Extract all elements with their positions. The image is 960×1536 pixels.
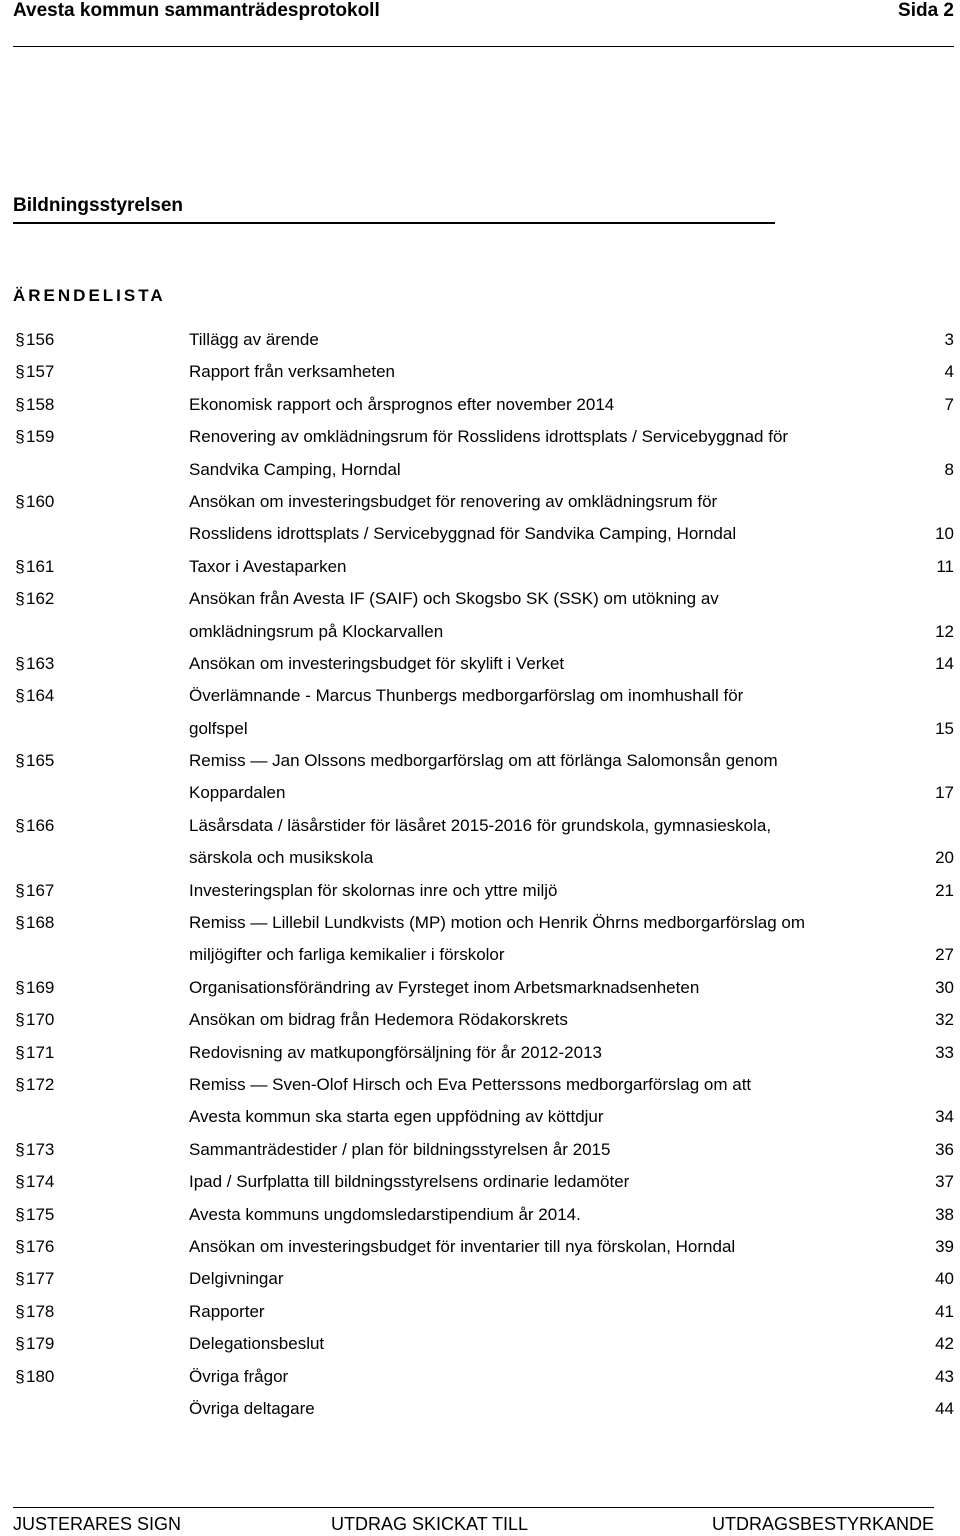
agenda-list xyxy=(13,324,954,1425)
paragraph-sign: § xyxy=(15,880,25,900)
list-title: ÄRENDELISTA xyxy=(13,286,166,305)
agenda-item xyxy=(13,1199,954,1231)
agenda-item xyxy=(13,680,954,712)
paragraph-sign: § xyxy=(15,362,25,382)
item-page: 7 xyxy=(944,394,954,414)
item-page: 39 xyxy=(935,1236,954,1256)
item-title: golfspel xyxy=(189,718,248,738)
paragraph-sign: § xyxy=(15,1269,25,1289)
item-number: 173 xyxy=(26,1139,55,1159)
item-title: Redovisning av matkupongförsäljning för år 2012-2013 xyxy=(189,1042,602,1062)
item-page: 38 xyxy=(935,1204,954,1224)
agenda-item xyxy=(13,1231,954,1263)
agenda-item xyxy=(13,1296,954,1328)
item-title: Ansökan från Avesta IF (SAIF) och Skogsbo SK (SSK) om utökning av xyxy=(189,589,719,609)
agenda-item xyxy=(13,875,954,907)
agenda-item xyxy=(13,389,954,421)
paragraph-sign: § xyxy=(15,1301,25,1321)
item-number: 179 xyxy=(26,1334,55,1354)
item-title: omklädningsrum på Klockarvallen xyxy=(189,621,444,641)
agenda-item xyxy=(13,1037,954,1069)
paragraph-sign: § xyxy=(15,1204,25,1224)
item-page: 43 xyxy=(935,1366,954,1386)
paragraph-sign: § xyxy=(15,751,25,771)
item-number: 172 xyxy=(26,1074,55,1094)
item-title: Remiss — Jan Olssons medborgarförslag om att förlänga Salomonsån genom xyxy=(189,751,778,771)
agenda-item xyxy=(13,1004,954,1036)
paragraph-sign: § xyxy=(15,394,25,414)
paragraph-sign: § xyxy=(15,1042,25,1062)
agenda-item xyxy=(13,583,954,615)
item-number: 170 xyxy=(26,1010,55,1030)
item-page: 3 xyxy=(944,330,954,349)
item-page: 37 xyxy=(935,1172,954,1192)
item-title: Tillägg av ärende xyxy=(189,330,319,349)
item-page: 30 xyxy=(935,977,954,997)
item-page: 42 xyxy=(935,1334,954,1354)
item-number: 167 xyxy=(26,880,55,900)
item-number: 164 xyxy=(26,686,55,706)
paragraph-sign: § xyxy=(15,1366,25,1386)
item-page: 36 xyxy=(935,1139,954,1159)
agenda-item xyxy=(13,648,954,680)
agenda-item-continuation xyxy=(13,454,954,486)
item-number: 162 xyxy=(26,589,55,609)
item-title: Ansökan om investeringsbudget för inventarier till nya förskolan, Horndal xyxy=(189,1236,736,1256)
item-page: 21 xyxy=(935,880,954,900)
item-title: Renovering av omklädningsrum för Rosslidens idrottsplats / Servicebyggnad för xyxy=(189,427,789,447)
agenda-item xyxy=(13,1393,954,1425)
paragraph-sign: § xyxy=(15,653,25,673)
agenda-item-continuation xyxy=(13,1101,954,1133)
agenda-item-continuation xyxy=(13,616,954,648)
item-page: 44 xyxy=(935,1398,954,1418)
item-number: 166 xyxy=(26,815,55,835)
paragraph-sign: § xyxy=(15,556,25,576)
document-title: Avesta kommun sammanträdesprotokoll xyxy=(13,0,380,21)
item-page: 4 xyxy=(944,362,954,382)
agenda-item-continuation xyxy=(13,842,954,874)
item-page: 32 xyxy=(935,1010,954,1030)
item-title: Taxor i Avestaparken xyxy=(189,556,347,576)
item-title: Rapporter xyxy=(189,1301,265,1321)
item-title: Övriga frågor xyxy=(189,1366,289,1386)
agenda-item xyxy=(13,421,954,453)
item-title: Läsårsdata / läsårstider för läsåret 2015-2016 för grundskola, gymnasieskola, xyxy=(189,815,772,835)
item-title: Rosslidens idrottsplats / Servicebyggnad för Sandvika Camping, Horndal xyxy=(189,524,737,544)
item-page: 10 xyxy=(935,524,954,544)
item-page: 41 xyxy=(935,1301,954,1321)
item-title: Ansökan om investeringsbudget för skylift i Verket xyxy=(189,653,565,673)
item-number: 174 xyxy=(26,1172,55,1192)
agenda-item xyxy=(13,972,954,1004)
footer-justerares-sign: JUSTERARES SIGN xyxy=(13,1514,182,1534)
page-header xyxy=(13,0,954,47)
agenda-item-continuation xyxy=(13,713,954,745)
paragraph-sign: § xyxy=(15,1010,25,1030)
agenda-item xyxy=(13,324,954,356)
item-title: Organisationsförändring av Fyrsteget inom Arbetsmarknadsenheten xyxy=(189,977,700,997)
item-number: 178 xyxy=(26,1301,55,1321)
paragraph-sign: § xyxy=(15,1236,25,1256)
item-title: Avesta kommuns ungdomsledarstipendium år 2014. xyxy=(189,1204,581,1224)
item-title: Ipad / Surfplatta till bildningsstyrelsens ordinarie ledamöter xyxy=(189,1172,630,1192)
item-title: Ansökan om investeringsbudget för renovering av omklädningsrum för xyxy=(189,491,718,511)
item-number: 163 xyxy=(26,653,55,673)
item-page: 17 xyxy=(935,783,954,803)
item-title: Överlämnande - Marcus Thunbergs medborgarförslag om inomhushall för xyxy=(189,686,744,706)
item-number: 158 xyxy=(26,394,55,414)
page-footer xyxy=(13,1507,934,1536)
item-number: 157 xyxy=(26,362,55,382)
item-title: Avesta kommun ska starta egen uppfödning av köttdjur xyxy=(189,1107,604,1127)
item-page: 14 xyxy=(935,653,954,673)
item-title: miljögifter och farliga kemikalier i förskolor xyxy=(189,945,505,965)
item-title: Sandvika Camping, Horndal xyxy=(189,459,401,479)
agenda-item xyxy=(13,1263,954,1295)
paragraph-sign: § xyxy=(15,491,25,511)
item-page: 20 xyxy=(935,848,954,868)
item-page: 11 xyxy=(936,556,954,576)
item-title: Delgivningar xyxy=(189,1269,284,1289)
agenda-item xyxy=(13,745,954,777)
item-number: 160 xyxy=(26,491,55,511)
paragraph-sign: § xyxy=(15,1334,25,1354)
agenda-item xyxy=(13,1361,954,1393)
item-title: Remiss — Sven-Olof Hirsch och Eva Petterssons medborgarförslag om att xyxy=(189,1074,752,1094)
item-title: Övriga deltagare xyxy=(189,1398,315,1418)
paragraph-sign: § xyxy=(15,815,25,835)
paragraph-sign: § xyxy=(15,913,25,933)
agenda-item xyxy=(13,907,954,939)
item-number: 161 xyxy=(26,556,55,576)
item-title: Investeringsplan för skolornas inre och yttre miljö xyxy=(189,880,558,900)
item-number: 175 xyxy=(26,1204,55,1224)
item-number: 177 xyxy=(26,1269,55,1289)
item-title: Remiss — Lillebil Lundkvists (MP) motion och Henrik Öhrns medborgarförslag om xyxy=(189,913,805,933)
paragraph-sign: § xyxy=(15,427,25,447)
item-number: 156 xyxy=(26,330,55,349)
item-number: 176 xyxy=(26,1236,55,1256)
item-page: 40 xyxy=(935,1269,954,1289)
committee-heading: Bildningsstyrelsen xyxy=(13,195,775,224)
paragraph-sign: § xyxy=(15,977,25,997)
agenda-item xyxy=(13,810,954,842)
agenda-item xyxy=(13,1328,954,1360)
item-page: 15 xyxy=(935,718,954,738)
item-page: 27 xyxy=(935,945,954,965)
item-page: 12 xyxy=(935,621,954,641)
agenda-item xyxy=(13,551,954,583)
page-number: Sida 2 xyxy=(898,0,954,21)
item-page: 8 xyxy=(944,459,954,479)
paragraph-sign: § xyxy=(15,1074,25,1094)
item-number: 159 xyxy=(26,427,55,447)
item-title: Koppardalen xyxy=(189,783,286,803)
item-number: 171 xyxy=(26,1042,55,1062)
agenda-item xyxy=(13,1134,954,1166)
item-title: Ekonomisk rapport och årsprognos efter november 2014 xyxy=(189,394,615,414)
item-title: Rapport från verksamheten xyxy=(189,362,395,382)
item-title: Sammanträdestider / plan för bildningsstyrelsen år 2015 xyxy=(189,1139,611,1159)
paragraph-sign: § xyxy=(15,330,25,349)
item-number: 168 xyxy=(26,913,55,933)
agenda-item-continuation xyxy=(13,939,954,971)
item-page: 33 xyxy=(935,1042,954,1062)
paragraph-sign: § xyxy=(15,589,25,609)
agenda-item-continuation xyxy=(13,777,954,809)
agenda-item xyxy=(13,486,954,518)
item-number: 180 xyxy=(26,1366,55,1386)
agenda-item xyxy=(13,1069,954,1101)
agenda-item xyxy=(13,1166,954,1198)
footer-utdragsbestyrkande: UTDRAGSBESTYRKANDE xyxy=(711,1514,934,1534)
paragraph-sign: § xyxy=(15,1139,25,1159)
item-number: 165 xyxy=(26,751,55,771)
item-number: 169 xyxy=(26,977,55,997)
item-page: 34 xyxy=(935,1107,954,1127)
item-title: särskola och musikskola xyxy=(189,848,374,868)
item-title: Ansökan om bidrag från Hedemora Rödakorskrets xyxy=(189,1010,568,1030)
agenda-item-continuation xyxy=(13,518,954,550)
paragraph-sign: § xyxy=(15,1172,25,1192)
footer-utdrag-skickat: UTDRAG SKICKAT TILL xyxy=(331,1514,529,1534)
item-title: Delegationsbeslut xyxy=(189,1334,325,1354)
agenda-item xyxy=(13,356,954,388)
paragraph-sign: § xyxy=(15,686,25,706)
